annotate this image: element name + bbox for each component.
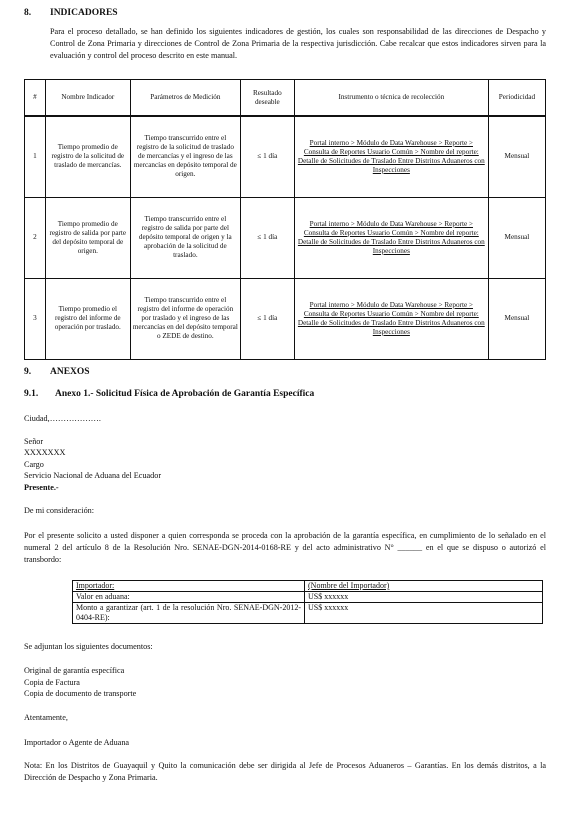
cell-instrument: Portal interno > Módulo de Data Warehouse > Reporte > Consulta de Reportes Usuario Común > Nombre del reporte: Detalle de Solicitudes de Traslado Entre Distritos Aduaneros con Inspecciones bbox=[294, 116, 488, 197]
recipient-line: XXXXXXX bbox=[24, 448, 66, 457]
cell-params: Tiempo transcurrido entre el registro del informe de operación por traslado y el ingreso de las mercancías en del depósito temporal o ZEDE de destino. bbox=[130, 278, 240, 359]
table-row bbox=[25, 197, 546, 278]
cell-num: 1 bbox=[25, 116, 46, 197]
table-row bbox=[73, 581, 543, 592]
cell-result: ≤ 1 día bbox=[240, 197, 294, 278]
section-9-1-title: Anexo 1.- Solicitud Física de Aprobación de Garantía Específica bbox=[55, 389, 315, 399]
cell-instrument: Portal interno > Módulo de Data Warehouse > Reporte > Consulta de Reportes Usuario Común > Nombre del reporte: Detalle de Solicitudes de Traslado Entre Distritos Aduaneros con Inspecciones bbox=[294, 278, 488, 359]
letter-note: Nota: En los Distritos de Guayaquil y Quito la comunicación debe ser dirigida al Jefe de Procesos Aduaneros – Garantías. En los demás distritos, a la Dirección de Despacho y Zona Primaria. bbox=[24, 761, 546, 782]
recipient-line: Presente.- bbox=[24, 483, 59, 492]
cell-name: Tiempo promedio de registro de salida por parte del depósito temporal de origen. bbox=[45, 197, 130, 278]
cell-instrument: Portal interno > Módulo de Data Warehouse > Reporte > Consulta de Reportes Usuario Común > Nombre del reporte: Detalle de Solicitudes de Traslado Entre Distritos Aduaneros con Inspecciones bbox=[294, 197, 488, 278]
header-name: Nombre Indicador bbox=[45, 80, 130, 117]
indicators-header-row bbox=[25, 80, 546, 117]
table-row bbox=[73, 603, 543, 624]
letter-closing: Atentamente, bbox=[24, 713, 68, 722]
letter-body: Por el presente solicito a usted disponer a quien corresponda se proceda con la aprobación de la garantía específica, en cumplimiento de lo señalado en el numeral 2 del artículo 8 de la Resolución Nro. SENAE-DGN-2014-0168-RE y del acto administrativo N° ______ en el que se dispuso o autorizó el transbordo: bbox=[24, 531, 546, 564]
indicators-table bbox=[24, 79, 546, 360]
attachment-item: Original de garantía específica bbox=[24, 666, 125, 675]
header-result: Resultado deseable bbox=[240, 80, 294, 117]
cell-period: Mensual bbox=[488, 278, 545, 359]
attachments-intro: Se adjuntan los siguientes documentos: bbox=[24, 642, 153, 651]
form-label: Valor en aduana: bbox=[73, 592, 305, 603]
attachment-item: Copia de documento de transporte bbox=[24, 689, 137, 698]
header-params: Parámetros de Medición bbox=[130, 80, 240, 117]
header-instrument: Instrumento o técnica de recolección bbox=[294, 80, 488, 117]
section-8-paragraph: Para el proceso detallado, se han definido los siguientes indicadores de gestión, los cuales son responsabilidad de las direcciones de Despacho y Control de Zona Primaria y direcciones de Control de Zona Primaria de la respectiva jurisdicción. Cabe recalcar que estos indicadores sirven para la evaluación y control del proceso descrito en este manual. bbox=[50, 27, 546, 60]
form-value: (Nombre del Importador) bbox=[305, 581, 543, 592]
cell-num: 3 bbox=[25, 278, 46, 359]
section-9-title: ANEXOS bbox=[50, 367, 90, 377]
cell-period: Mensual bbox=[488, 197, 545, 278]
cell-name: Tiempo promedio de registro de la solicitud de traslado de mercancías. bbox=[45, 116, 130, 197]
cell-params: Tiempo transcurrido entre el registro de la solicitud de traslado de mercancías y el ingreso de las mercancías en depósito temporal de origen. bbox=[130, 116, 240, 197]
attachment-item: Copia de Factura bbox=[24, 678, 80, 687]
section-8-title: INDICADORES bbox=[50, 8, 118, 18]
form-value: US$ xxxxxx bbox=[305, 603, 543, 624]
guarantee-form-table bbox=[72, 580, 543, 624]
table-row bbox=[73, 592, 543, 603]
recipient-line: Señor bbox=[24, 437, 44, 446]
section-9-number: 9. bbox=[24, 367, 32, 377]
letter-greeting: De mi consideración: bbox=[24, 506, 95, 515]
cell-result: ≤ 1 día bbox=[240, 116, 294, 197]
cell-name: Tiempo promedio el registro del informe de operación por traslado. bbox=[45, 278, 130, 359]
recipient-line: Cargo bbox=[24, 460, 44, 469]
section-9-1-number: 9.1. bbox=[24, 389, 39, 399]
recipient-line: Servicio Nacional de Aduana del Ecuador bbox=[24, 471, 162, 480]
header-period: Periodicidad bbox=[488, 80, 545, 117]
form-label: Importador: bbox=[73, 581, 305, 592]
cell-num: 2 bbox=[25, 197, 46, 278]
table-row bbox=[25, 116, 546, 197]
cell-period: Mensual bbox=[488, 116, 545, 197]
form-value: US$ xxxxxx bbox=[305, 592, 543, 603]
section-8-number: 8. bbox=[24, 8, 32, 18]
letter-city: Ciudad,………………. bbox=[24, 414, 101, 423]
letter-signature: Importador o Agente de Aduana bbox=[24, 738, 130, 747]
table-row bbox=[25, 278, 546, 359]
form-label: Monto a garantizar (art. 1 de la resolución Nro. SENAE-DGN-2012-0404-RE): bbox=[73, 603, 305, 624]
header-num: # bbox=[25, 80, 46, 117]
cell-params: Tiempo transcurrido entre el registro de salida por parte del depósito temporal de origen y la aprobación de la solicitud de traslado. bbox=[130, 197, 240, 278]
cell-result: ≤ 1 día bbox=[240, 278, 294, 359]
